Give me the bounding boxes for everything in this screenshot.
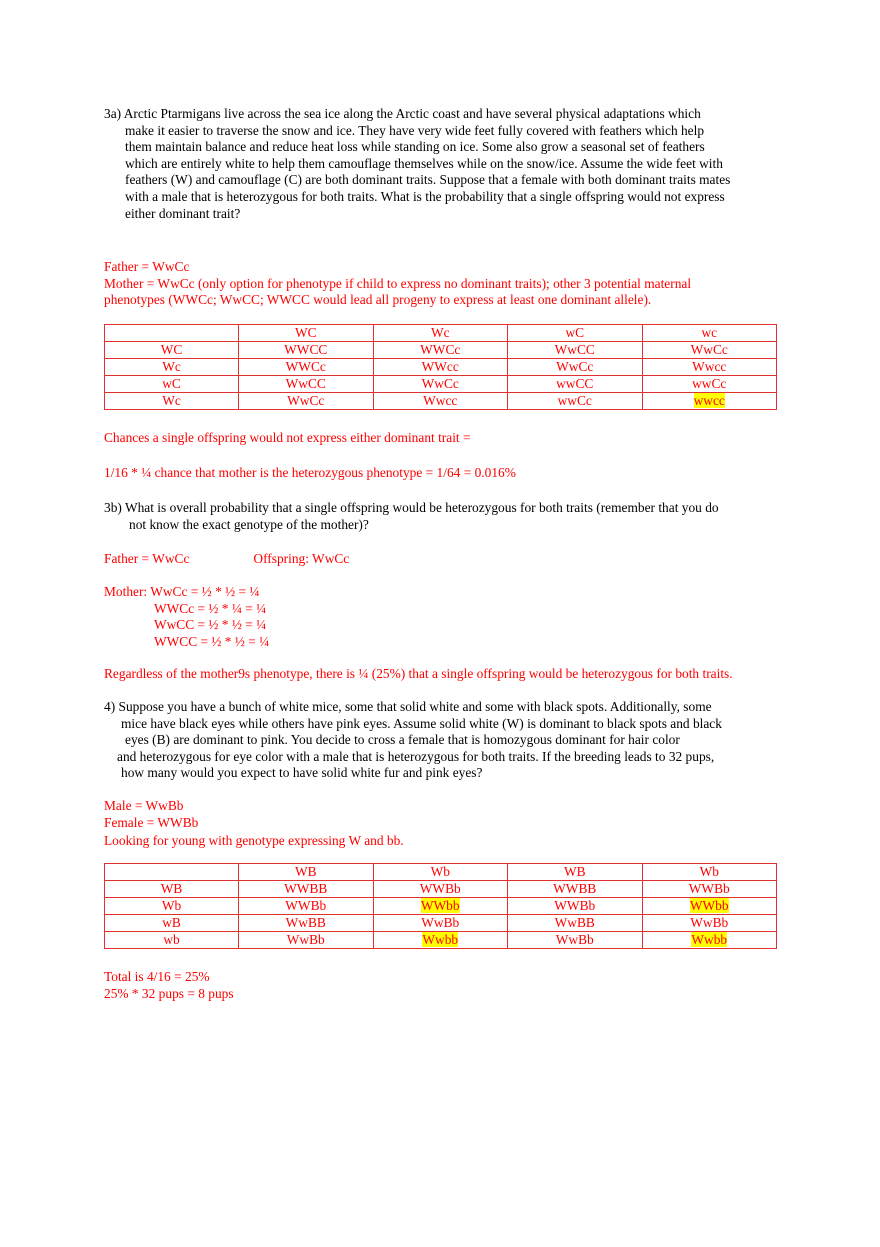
table-header-cell: wc [642,325,777,342]
answer-3b-mother-line: Mother: WwCc = ½ * ½ = ¼ [104,584,260,599]
table-cell: WwCc [373,376,508,393]
table-cell: Wwcc [642,359,777,376]
table-cell: WwCC [239,376,374,393]
table-row [105,393,777,410]
highlighted-genotype: WWbb [420,898,460,913]
table-cell [373,898,508,915]
highlighted-genotype: Wwbb [422,932,459,947]
answer-4-total [104,969,780,1002]
table-header-row [105,325,777,342]
question-3a-line: 3a) Arctic Ptarmigans live across the sea ice along the Arctic coast and have several physical adaptations which [104,106,701,121]
punnett-square-4 [104,863,777,949]
answer-3b-conclusion-line: Regardless of the mother9s phenotype, there is ¼ (25%) that a single offspring would be heterozygous for both traits. [104,666,733,681]
answer-3b-mother-line: WwCC = ½ * ½ = ¼ [154,617,267,633]
answer-3a-mother: Mother = WwCc (only option for phenotype if child to express no dominant traits); other 3 potential maternal [104,275,692,291]
table-cell: WWBb [373,881,508,898]
answer-3b-mother [104,584,780,650]
table-cell: WwBb [642,915,777,932]
answer-3a-chances-line: Chances a single offspring would not express either dominant trait = [104,430,471,445]
highlighted-genotype: wwcc [693,393,725,408]
question-4-line: and heterozygous for eye color with a male that is heterozygous for both traits. If the breeding leads to 32 pups, [117,748,715,764]
table-cell: WwCC [508,342,643,359]
table-row-header: Wb [105,898,239,915]
table-cell: WwCc [508,359,643,376]
answer-3b [104,551,780,568]
table-row [105,342,777,359]
question-3b [104,500,780,533]
question-3a [104,106,780,222]
table-row [105,881,777,898]
punnett-square-3a [104,324,777,410]
table-row [105,915,777,932]
highlighted-genotype: WWbb [689,898,729,913]
table-header-cell: Wb [373,864,508,881]
table-cell: WWBb [508,898,643,915]
answer-4 [104,798,780,850]
answer-3a [104,259,780,309]
table-cell [642,898,777,915]
table-row-header: wb [105,932,239,949]
table-header-cell: Wb [642,864,777,881]
question-4-line: eyes (B) are dominant to pink. You decide to cross a female that is homozygous dominant for hair color [125,732,680,748]
table-row [105,359,777,376]
answer-3a-mother-cont: phenotypes (WWCc; WwCC; WWCC would lead all progeny to express at least one dominant allele). [104,292,652,308]
table-row-header: Wc [105,359,239,376]
table-cell: wwCc [508,393,643,410]
question-3a-line: feathers (W) and camouflage (C) are both dominant traits. Suppose that a female with both dominant traits mates [125,172,731,188]
table-cell: WWBB [239,881,374,898]
question-3b-line: not know the exact genotype of the mother)? [129,516,369,532]
table-cell: WWBB [508,881,643,898]
answer-3a-result-line: 1/16 * ¼ chance that mother is the heterozygous phenotype = 1/64 = 0.016% [104,465,516,480]
answer-3b-mother-line: WWCC = ½ * ½ = ¼ [154,633,270,649]
question-4-line: how many would you expect to have solid white fur and pink eyes? [121,765,483,781]
answer-3b-father: Father = WwCc [104,551,190,566]
table-row-header: wC [105,376,239,393]
question-3b-line: 3b) What is overall probability that a single offspring would be heterozygous for both traits (remember that you do [104,500,719,515]
table-cell: WWcc [373,359,508,376]
answer-4-female: Female = WWBb [104,814,199,830]
table-cell [373,932,508,949]
answer-3a-father: Father = WwCc [104,259,190,274]
answer-3b-conclusion [104,666,780,683]
table-cell: WwBB [508,915,643,932]
answer-3a-chances [104,430,780,447]
table-cell: WWBb [239,898,374,915]
table-cell: Wwcc [373,393,508,410]
table-cell [642,932,777,949]
table-cell [105,864,239,881]
question-3a-line: make it easier to traverse the snow and ice. They have very wide feet fully covered with feathers which help [125,122,705,138]
answer-4-total-line: Total is 4/16 = 25% [104,969,210,984]
question-3a-line: them maintain balance and reduce heat loss while standing on ice. Some also grow a seasonal set of feathers [125,139,705,155]
answer-4-looking: Looking for young with genotype expressing W and bb. [104,833,404,849]
answer-4-male: Male = WwBb [104,798,184,813]
table-header-cell: Wc [373,325,508,342]
table-row-header: WC [105,342,239,359]
answer-3b-mother-line: WWCc = ½ * ¼ = ¼ [154,600,267,616]
table-cell: WwBb [373,915,508,932]
table-cell: WWCc [239,359,374,376]
highlighted-genotype: Wwbb [691,932,728,947]
question-4-line: mice have black eyes while others have pink eyes. Assume solid white (W) is dominant to black spots and black [121,715,722,731]
table-cell: wwCC [508,376,643,393]
table-header-cell: WB [508,864,643,881]
question-4-line: 4) Suppose you have a bunch of white mice, some that solid white and some with black spots. Additionally, some [104,699,712,714]
table-cell: wwCc [642,376,777,393]
table-cell: WwBb [508,932,643,949]
table-row-header: Wc [105,393,239,410]
table-cell [105,325,239,342]
table-row-header: wB [105,915,239,932]
table-row [105,898,777,915]
answer-3a-result [104,465,780,482]
table-cell: WwBb [239,932,374,949]
table-cell: WWCC [239,342,374,359]
table-cell: WWBb [642,881,777,898]
table-header-cell: wC [508,325,643,342]
question-3a-line: which are entirely white to help them camouflage themselves while on the snow/ice. Assume the wide feet with [125,155,723,171]
table-cell: WWCc [373,342,508,359]
table-cell [642,393,777,410]
question-3a-line: either dominant trait? [125,205,241,221]
table-cell: WwCc [642,342,777,359]
table-cell: WwCc [239,393,374,410]
answer-3b-offspring: Offspring: WwCc [253,551,350,566]
table-cell: WwBB [239,915,374,932]
table-row-header: WB [105,881,239,898]
table-header-row [105,864,777,881]
answer-3b-header [104,551,780,568]
question-4 [104,699,780,782]
answer-4-pups-line: 25% * 32 pups = 8 pups [104,985,234,1001]
table-header-cell: WC [239,325,374,342]
question-3a-line: with a male that is heterozygous for both traits. What is the probability that a single offspring would not express [125,188,725,204]
table-header-cell: WB [239,864,374,881]
table-row [105,376,777,393]
table-row [105,932,777,949]
